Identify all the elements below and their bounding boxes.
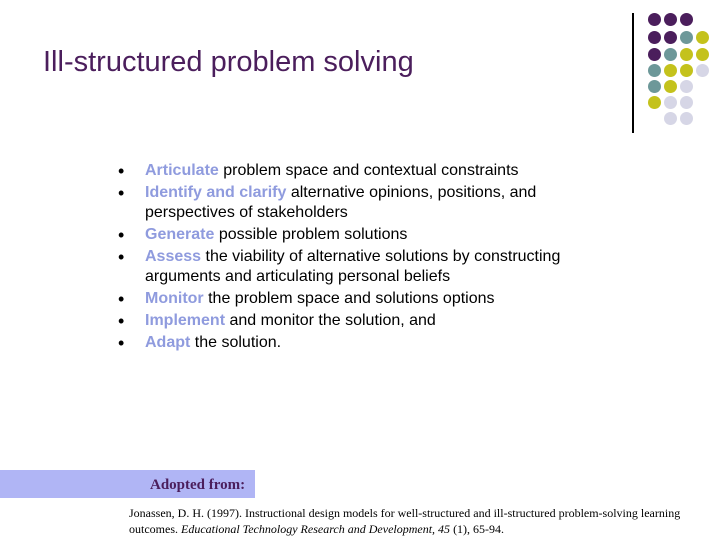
decorative-divider	[632, 13, 634, 133]
bullet-icon: •	[118, 161, 125, 181]
list-item	[118, 247, 588, 287]
decor-dot	[664, 80, 677, 93]
decor-dot	[664, 48, 677, 61]
bullet-text: the problem space and solutions options	[203, 290, 495, 307]
bullet-icon: •	[118, 183, 125, 203]
decor-dot	[680, 13, 693, 26]
list-item	[118, 333, 588, 353]
citation-issue: (1), 65-94.	[450, 522, 505, 536]
bullet-icon: •	[118, 289, 125, 309]
list-item	[118, 161, 588, 181]
bullet-text: problem space and contextual constraints	[218, 162, 519, 179]
adopted-label: Adopted from:	[150, 477, 246, 493]
decor-dot	[664, 64, 677, 77]
bullet-text: and monitor the solution, and	[225, 312, 436, 329]
decor-dot	[648, 48, 661, 61]
decor-dot	[664, 13, 677, 26]
decor-dot	[680, 112, 693, 125]
decor-dot	[680, 96, 693, 109]
bullet-icon: •	[118, 311, 125, 331]
decor-dot	[648, 64, 661, 77]
decor-dot	[680, 48, 693, 61]
decor-dot	[696, 31, 709, 44]
decor-dot	[648, 31, 661, 44]
bullet-icon: •	[118, 225, 125, 245]
decor-dot	[648, 13, 661, 26]
decor-dot	[664, 96, 677, 109]
bullet-keyword: Identify and clarify	[145, 184, 287, 201]
bullet-text: the solution.	[190, 334, 282, 351]
bullet-keyword: Assess	[145, 248, 202, 265]
bullet-text: alternative opinions, positions, and perspectives of stakeholders	[145, 184, 537, 221]
list-item	[118, 183, 588, 223]
bullet-icon: •	[118, 333, 125, 353]
bullet-text: the viability of alternative solutions by constructing arguments and articulating personal beliefs	[145, 248, 561, 285]
decor-dot	[648, 80, 661, 93]
citation	[129, 505, 709, 537]
decor-dot	[648, 96, 661, 109]
bullet-keyword: Monitor	[145, 290, 204, 307]
citation-authors: Jonassen, D. H. (1997). Instructional design models for well-structured and ill-structured problem-solving learning outcomes.	[129, 506, 681, 536]
decor-dot	[680, 64, 693, 77]
decor-dot	[680, 31, 693, 44]
bullet-icon: •	[118, 247, 125, 267]
decor-dot	[664, 112, 677, 125]
decor-dot	[680, 80, 693, 93]
list-item	[118, 311, 588, 331]
list-item	[118, 225, 588, 245]
bullet-text: possible problem solutions	[214, 226, 408, 243]
decor-dot	[696, 48, 709, 61]
slide-title: Ill-structured problem solving	[43, 46, 414, 78]
bullet-keyword: Adapt	[145, 334, 191, 351]
bullet-keyword: Generate	[145, 226, 215, 243]
citation-journal: Educational Technology Research and Development, 45	[181, 522, 451, 536]
decor-dot	[696, 64, 709, 77]
bullet-list	[118, 161, 588, 355]
list-item	[118, 289, 588, 309]
decor-dot	[664, 31, 677, 44]
bullet-keyword: Implement	[145, 312, 226, 329]
bullet-keyword: Articulate	[145, 162, 219, 179]
